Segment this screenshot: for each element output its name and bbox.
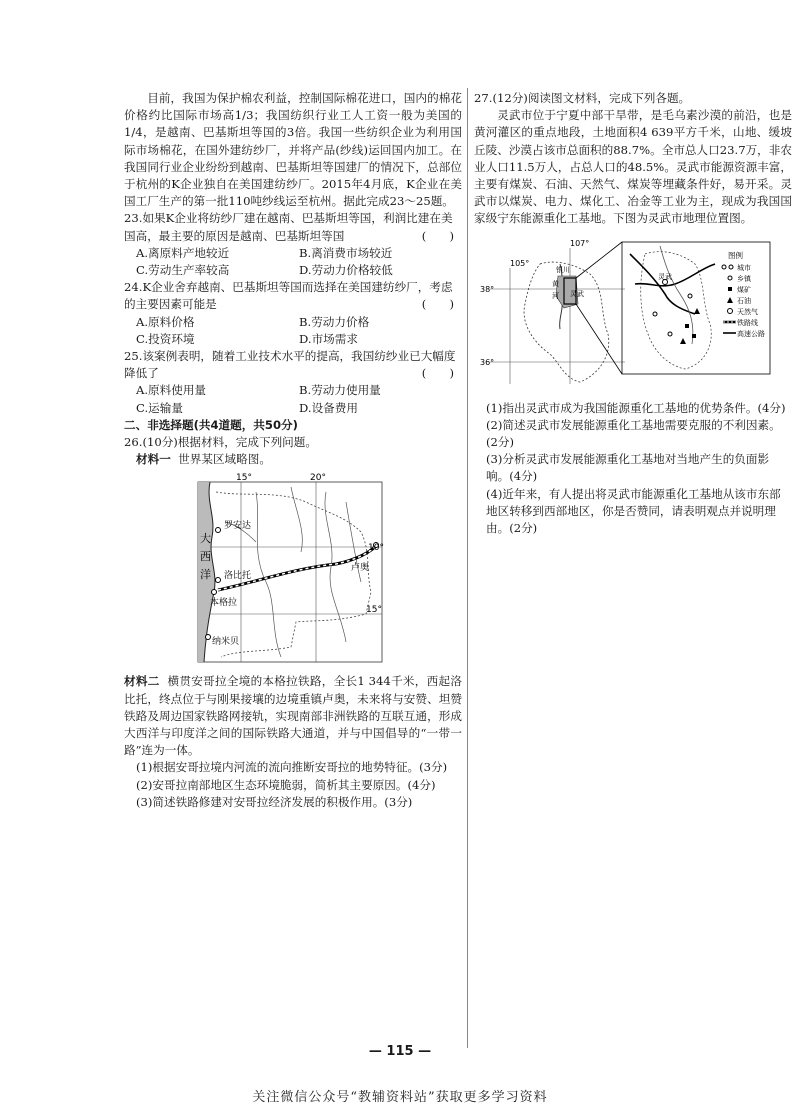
lon-105-label: 105° (510, 258, 530, 268)
namibe-label: 纳米贝 (212, 637, 240, 648)
lat-10-label: 10° (368, 543, 384, 554)
q25-option-d: D.设备费用 (299, 400, 358, 415)
luanda-city-marker (216, 528, 221, 533)
q26-sub-3: (3)简述铁路修建对安哥拉经济发展的积极作用。(3分) (136, 794, 413, 809)
q23-answer-paren: ( ) (421, 228, 454, 243)
q24-answer-paren: ( ) (421, 297, 454, 312)
ocean-char-2: 西 (200, 550, 211, 564)
q25-options (124, 382, 462, 416)
column-divider (467, 88, 468, 1048)
luau-label: 卢奥 (351, 563, 370, 574)
q23-stem: 23.如果K企业将纺纱厂建在越南、巴基斯坦等国，利润比建在美国高，最主要的原因是越南、巴基斯坦等国 (124, 211, 453, 243)
question-25 (124, 348, 462, 417)
q24-option-d: D.市场需求 (299, 331, 358, 346)
lobito-label: 洛比托 (224, 571, 252, 582)
q23-option-b: B.离消费市场较近 (299, 245, 393, 260)
lobito-city-marker (216, 578, 221, 583)
intro-passage: 目前，我国为保护棉农利益，控制国际棉花进口，国内的棉花价格约比国际市场高1/3；我国纺织行业工人工资一般为美国的1/4，是越南、巴基斯坦等国的3倍。我国一些纺织企业为利用国际市场棉花，在国外建纺纱厂，并将产品(纱线)运回国内加工。在我国同行业企业纷纷到越南、巴基斯坦等国建厂的情况下，总部位于杭州的K企业独自在美国建纺纱厂。2015年4月底，K企业在美国工厂生产的第一批110吨纱线运至杭州。据此完成23～25题。 (124, 91, 462, 209)
q27-sub-4: (4)近年来，有人提出将灵武市能源重化工基地从该市东部地区转移到西部地区，你是否赞同，请表明观点并说明理由。(2分) (486, 486, 781, 536)
lon-20-label: 20° (310, 473, 326, 484)
he-label: 河 (552, 291, 559, 300)
lat-38-label: 38° (480, 284, 495, 294)
q27-stem: 27.(12分)阅读图文材料，完成下列各题。 (474, 91, 691, 105)
q25-stem: 25.该案例表明，随着工业技术水平的提高，我国纺纱业已大幅度降低了 (124, 349, 456, 381)
lon-15-label: 15° (236, 473, 252, 484)
q27-sub-3: (3)分析灵武市发展能源重化工基地对当地产生的负面影响。(4分) (486, 452, 770, 484)
benguela-label: 本格拉 (210, 598, 238, 609)
angola-map-svg (196, 472, 386, 667)
lingwu-small-label: 灵武 (570, 289, 584, 298)
q24-option-a: A.原料价格 (136, 314, 195, 329)
material-1-text: 世界某区域略图。 (178, 452, 271, 467)
q26-stem: 26.(10分)根据材料，完成下列问题。 (124, 435, 317, 450)
q27-passage: 灵武市位于宁夏中部干旱带，是毛乌素沙漠的前沿，也是黄河灌区的重点地段，土地面积4 639平方千米，山地、缓坡丘陵、沙漠占该市总面积的88.7%。全市总人口23.7万，非农业人口11.5万人，占总人口的48.5%。灵武市能源资源丰富，主要有煤炭、石油、天然气、煤炭等埋藏条件好，易开采。灵武市以煤炭、电力、煤化工、冶金等工业为主，现成为我国国家级宁东能源重化工基地。下图为灵武市地理位置图。 (474, 108, 792, 226)
ocean-char-1: 大 (200, 532, 211, 546)
lon-107-label: 107° (570, 238, 590, 248)
section-2-heading: 二、非选择题(共4道题，共50分) (124, 417, 298, 432)
lat-36-label: 36° (480, 357, 495, 367)
lingwu-map-svg (480, 234, 780, 394)
q25-option-c: C.运输量 (136, 400, 183, 415)
q24-option-b: B.劳动力价格 (299, 314, 370, 329)
legend-railway: 铁路线 (737, 318, 758, 327)
q23-options (124, 245, 462, 279)
q25-option-a: A.原料使用量 (136, 383, 207, 398)
material-2-label: 材料二 (124, 674, 160, 689)
q25-option-b: B.劳动力使用量 (299, 383, 381, 398)
q24-stem: 24.K企业舍弃越南、巴基斯坦等国而选择在美国建纺纱厂，考虑的主要因素可能是 (124, 280, 453, 312)
yinchuan-label: 银川 (556, 265, 570, 274)
legend-gas: 天然气 (737, 307, 758, 316)
legend-coal: 煤矿 (737, 285, 751, 294)
q24-options (124, 314, 462, 348)
luanda-label: 罗安达 (224, 521, 252, 532)
q24-option-c: C.投资环境 (136, 331, 195, 346)
lingwu-detail-label: 灵武 (658, 272, 672, 281)
q23-option-a: A.离原料产地较近 (136, 245, 230, 260)
q23-option-c: C.劳动生产率较高 (136, 263, 230, 278)
legend-oil: 石油 (737, 296, 751, 305)
q27-sub-1: (1)指出灵武市成为我国能源重化工基地的优势条件。(4分) (486, 400, 786, 415)
material-1-label: 材料一 (136, 452, 171, 467)
left-column (124, 90, 462, 811)
footer-note: 关注微信公众号“教辅资料站”获取更多学习资料 (252, 1090, 548, 1105)
q26-sub-1: (1)根据安哥拉境内河流的流向推断安哥拉的地势特征。(3分) (136, 760, 448, 775)
legend-title: 图例 (728, 250, 743, 260)
namibe-city-marker (206, 635, 211, 640)
angola-map (196, 472, 386, 667)
page-number: — 115 — (368, 1044, 432, 1059)
legend-expressway: 高速公路 (737, 329, 765, 338)
legend-town: 乡镇 (737, 274, 751, 283)
huang-label: 黄 (552, 279, 559, 288)
question-24 (124, 279, 462, 348)
legend-city: 城市 (737, 263, 751, 272)
q23-option-d: D.劳动力价格较低 (299, 263, 393, 278)
right-column (474, 90, 792, 537)
q26-sub-2: (2)安哥拉南部地区生态环境脆弱，简析其主要原因。(4分) (136, 777, 436, 792)
q25-answer-paren: ( ) (421, 366, 454, 381)
ocean-char-3: 洋 (200, 568, 211, 582)
material-2-text: 横贯安哥拉全境的本格拉铁路，全长1 344千米，西起洛比托，终点位于与刚果接壤的边境重镇卢奥，未来将与安赞、坦赞铁路及周边国家铁路网接轨，实现南部非洲铁路的互联互通，形成大西洋与印度洋之间的国际铁路大通道，并与中国倡导的“一带一路”连为一体。 (124, 674, 462, 758)
question-23 (124, 210, 462, 279)
lingwu-location-map (480, 234, 780, 394)
q27-sub-2: (2)简述灵武市发展能源重化工基地需要克服的不利因素。(2分) (486, 417, 781, 450)
lat-15-label: 15° (366, 605, 382, 616)
benguela-city-marker (212, 590, 217, 595)
